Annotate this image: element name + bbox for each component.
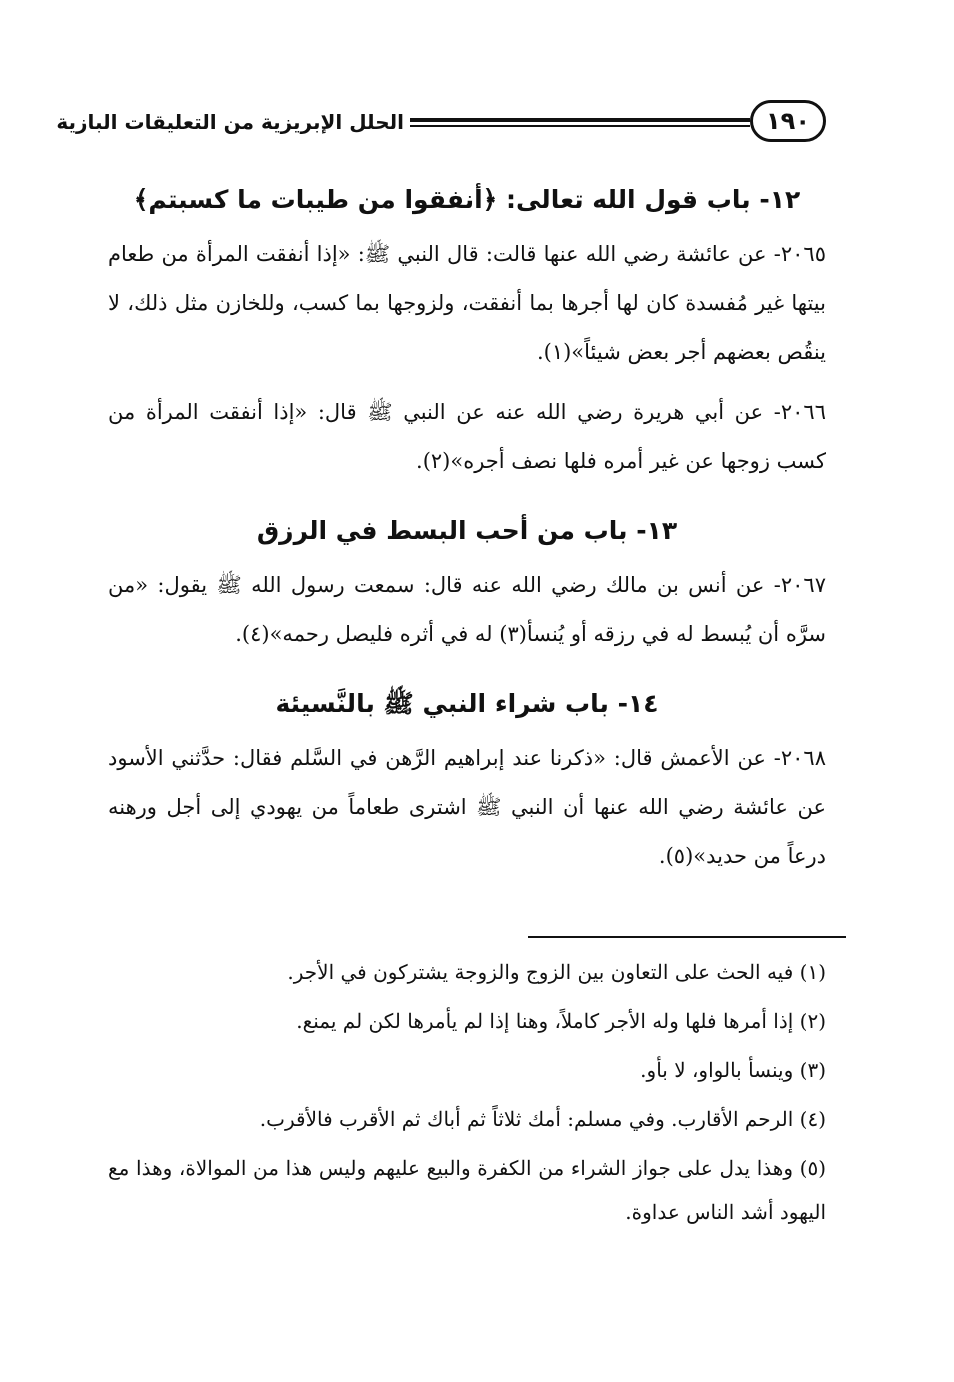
running-header: [56, 100, 826, 152]
section-gap: [108, 670, 826, 682]
hadith-2067: ٢٠٦٧- عن أنس بن مالك رضي الله عنه قال: سمعت رسول الله ﷺ يقول: «من سرَّه أن يُبسط له في رزقه أو يُنسأ(٣) له في أثره فليصل رحمه»(٤).: [108, 573, 826, 646]
hadith-2065: ٢٠٦٥- عن عائشة رضي الله عنها قالت: قال النبي ﷺ: «إذا أنفقت المرأة من طعام بيتها غير مُفسدة كان لها أجرها بما أنفقت، ولزوجها بما كسب، وللخازن مثل ذلك، لا ينقُص بعضهم أجر بعض شيئاً»(١).: [108, 242, 826, 364]
footnote-2: (٢) إذا أمرها فلها وله الأجر كاملاً، وهنا إذا لم يأمرها لكن لم يمنع.: [296, 1009, 826, 1033]
section-gap: [108, 497, 826, 509]
footnotes: [108, 950, 826, 1239]
footnote-separator: [528, 936, 846, 938]
page-number: ١٩٠: [750, 100, 826, 142]
footnote-4: (٤) الرحم الأقارب. وفي مسلم: أمك ثلاثاً ثم أباك ثم الأقرب فالأقرب.: [259, 1107, 826, 1131]
running-title: الحلل الإبريزية من التعليقات البازية: [56, 110, 404, 134]
hadith-2068: ٢٠٦٨- عن الأعمش قال: «ذكرنا عند إبراهيم الرَّهن في السَّلم فقال: حدَّثني الأسود عن عائشة رضي الله عنها أن النبي ﷺ اشترى طعاماً من يهودي إلى أجل ورهنه درعاً من حديد»(٥).: [108, 746, 826, 868]
main-text: [108, 178, 826, 892]
footnote-3: (٣) وينسأ بالواو، لا بأو.: [640, 1058, 826, 1082]
footnote-5: (٥) وهذا يدل على جواز الشراء من الكفرة والبيع عليهم وليس هذا من الموالاة، وهذا مع اليهود أشد الناس عداوة.: [108, 1156, 826, 1224]
chapter-heading-13: ١٣- باب من أحب البسط في الرزق: [256, 516, 678, 545]
footnote-1: (١) فيه الحث على التعاون بين الزوج والزوجة يشتركون في الأجر.: [287, 960, 826, 984]
header-rule: [410, 118, 750, 127]
chapter-heading-14: ١٤- باب شراء النبي ﷺ بالنَّسيئة: [275, 689, 659, 718]
chapter-heading-12: ١٢- باب قول الله تعالى: ﴿أنفقوا من طيبات ما كسبتم﴾: [133, 185, 801, 214]
hadith-2066: ٢٠٦٦- عن أبي هريرة رضي الله عنه عن النبي ﷺ قال: «إذا أنفقت المرأة من كسب زوجها عن غير أمره فلها نصف أجره»(٢).: [108, 400, 826, 473]
